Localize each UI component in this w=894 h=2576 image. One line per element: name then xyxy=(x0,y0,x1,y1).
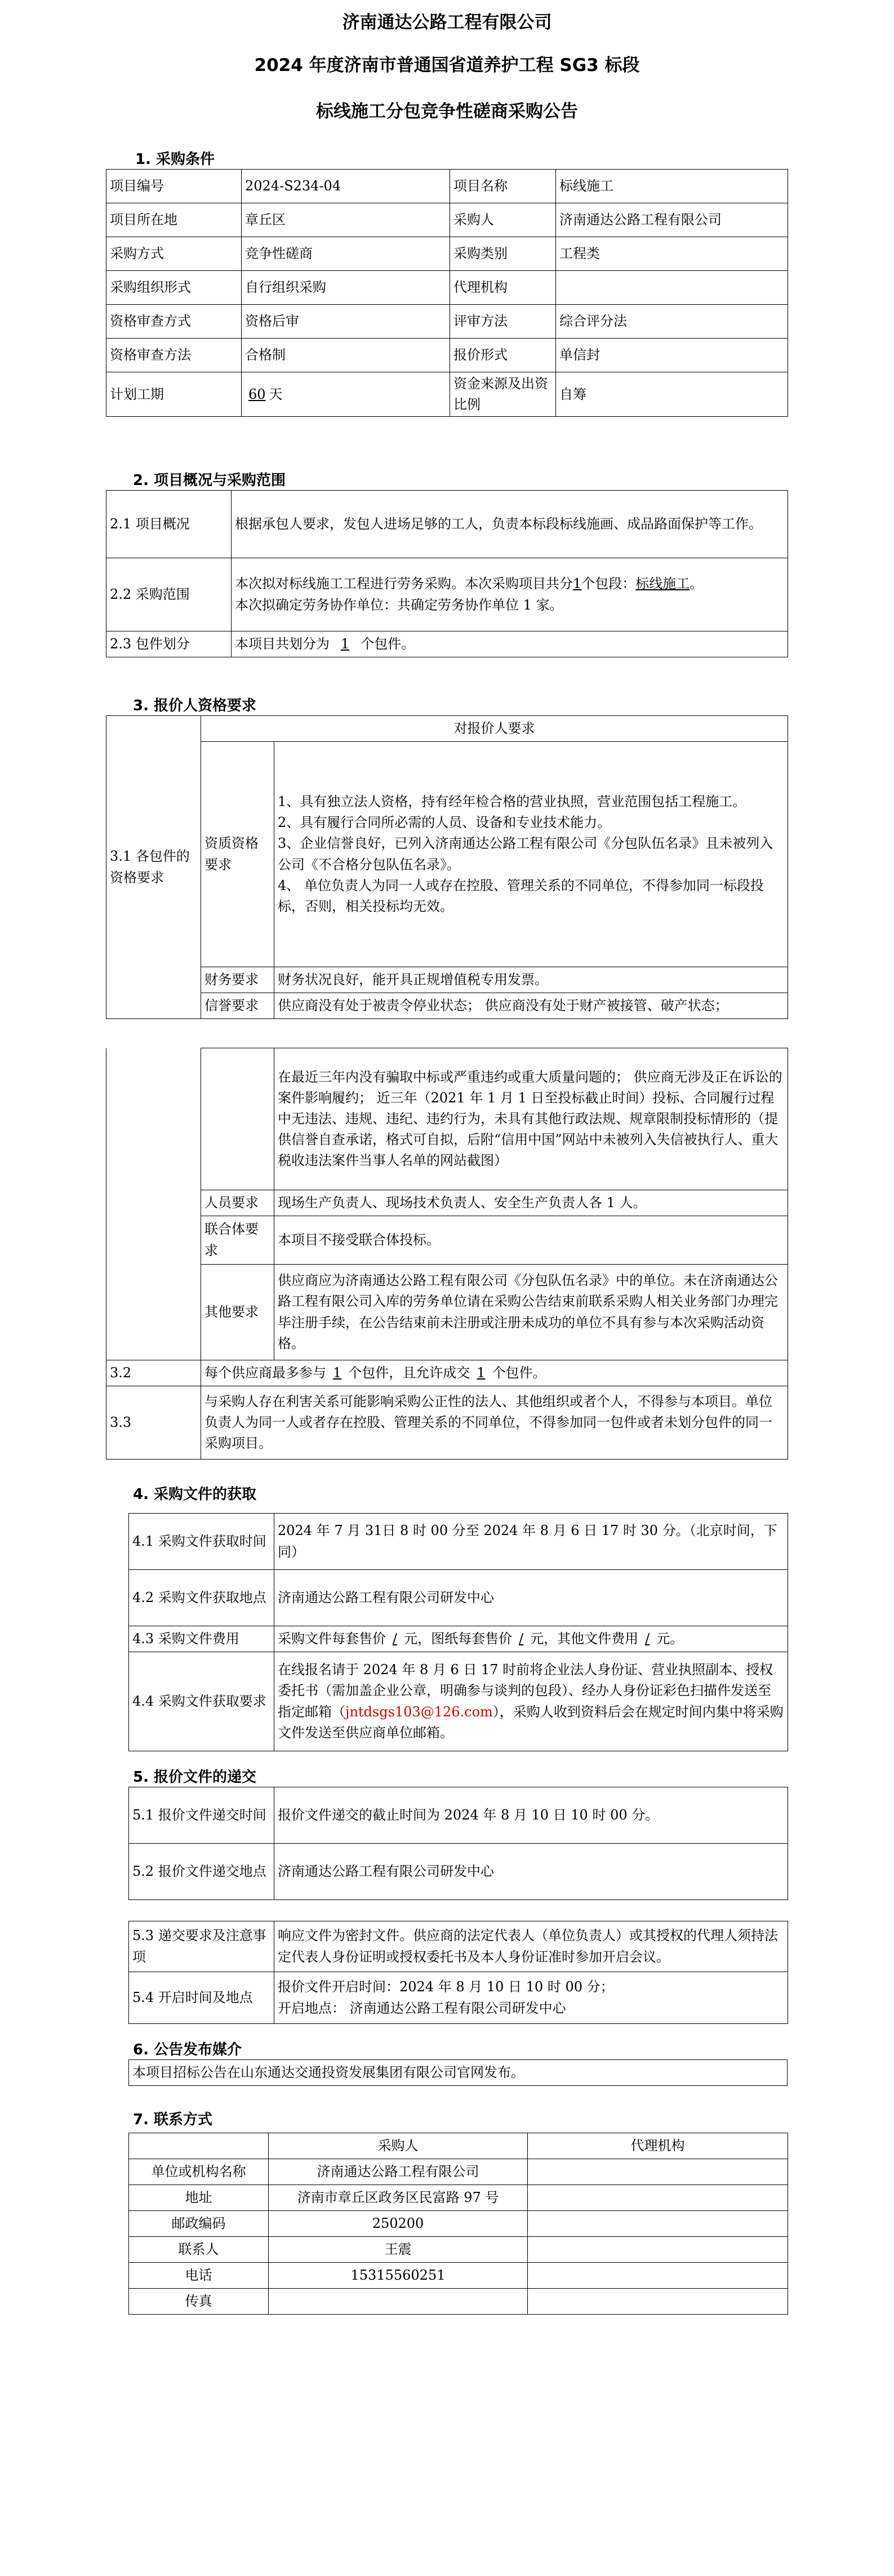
finance-value: 财务状况良好，能开具正规增值税专用发票。 xyxy=(274,967,788,993)
condition-value: 自筹 xyxy=(556,372,788,417)
contact-value: 250200 xyxy=(269,2211,528,2237)
submit-notes-label: 5.3 递交要求及注意事项 xyxy=(129,1921,274,1972)
acquire-time-label: 4.1 采购文件获取时间 xyxy=(129,1514,274,1570)
condition-label: 采购方式 xyxy=(106,237,242,271)
contact-value: 济南通达公路工程有限公司 xyxy=(269,2159,528,2185)
contact-row xyxy=(129,2159,788,2185)
condition-label: 资格审查方法 xyxy=(106,339,242,372)
condition-label: 资格审查方式 xyxy=(106,305,242,339)
email-link[interactable]: jntdsgs103@126.com xyxy=(345,1703,493,1720)
condition-value: 合格制 xyxy=(242,339,450,372)
condition-value: 工程类 xyxy=(556,237,788,271)
procurement-conditions-table xyxy=(106,169,788,417)
condition-value: 资格后审 xyxy=(242,305,450,339)
contact-value: 济南市章丘区政务区民富路 97 号 xyxy=(269,2185,528,2211)
condition-label: 评审方法 xyxy=(450,305,556,339)
package-value: 本项目共划分为 1 个包件。 xyxy=(232,631,788,657)
submit-notes-value: 响应文件为密封文件。供应商的法定代表人（单位负责人）或其授权的代理人须持法定代表人身份证明或授权委托书及本人身份证准时参加开启会议。 xyxy=(274,1921,788,1972)
contact-row xyxy=(129,2211,788,2237)
acquire-place-value: 济南通达公路工程有限公司研发中心 xyxy=(274,1570,788,1626)
staff-label: 人员要求 xyxy=(201,1190,274,1216)
qualification-table-b xyxy=(106,1048,788,1460)
acquire-requirement-label: 4.4 采购文件获取要求 xyxy=(129,1652,274,1751)
package-label: 2.3 包件划分 xyxy=(106,631,232,657)
condition-label: 项目编号 xyxy=(106,170,242,203)
document-fee-value: 采购文件每套售价 / 元，图纸每套售价 / 元，其他文件费用 / 元。 xyxy=(274,1626,788,1652)
qualification-table-a xyxy=(106,715,788,1019)
condition-label: 代理机构 xyxy=(450,271,556,305)
scope-value: 本次拟对标线施工工程进行劳务采购。本次采购项目共分1个包段：标线施工。 本次拟确定劳务协作单位：共确定劳务协作单位 1 家。 xyxy=(232,558,788,631)
contact-label: 联系人 xyxy=(129,2237,269,2263)
condition-row xyxy=(106,237,788,271)
credit-value: 供应商没有处于被责令停业状态； 供应商没有处于财产被接管、破产状态； xyxy=(274,993,788,1019)
condition-value xyxy=(556,271,788,305)
condition-value: 竞争性磋商 xyxy=(242,237,450,271)
project-title: 2024 年度济南市普通国省道养护工程 SG3 标段 xyxy=(254,55,640,75)
contact-head-cell: 采购人 xyxy=(269,2133,528,2159)
condition-row xyxy=(106,271,788,305)
condition-row xyxy=(106,339,788,372)
overview-label: 2.1 项目概况 xyxy=(106,491,232,558)
other-value: 供应商应为济南通达公路工程有限公司《分包队伍名录》中的单位。未在济南通达公路工程有限公司入库的劳务单位请在采购公告结束前联系采购人相关业务部门办理完毕注册手续，在公告结束前未注册或注册未成功的单位不具有参与本次采购活动资格。 xyxy=(274,1265,788,1360)
condition-value: 章丘区 xyxy=(242,203,450,237)
contact-row xyxy=(129,2263,788,2289)
condition-value: 济南通达公路工程有限公司 xyxy=(556,203,788,237)
contact-row xyxy=(129,2185,788,2211)
contact-value xyxy=(528,2159,788,2185)
condition-row xyxy=(106,203,788,237)
submit-place-label: 5.2 报价文件递交地点 xyxy=(129,1844,274,1900)
scope-label: 2.2 采购范围 xyxy=(106,558,232,631)
contact-value xyxy=(269,2289,528,2315)
qualification-label: 资质资格要求 xyxy=(201,742,274,967)
union-value: 本项目不接受联合体投标。 xyxy=(274,1216,788,1265)
opening-value: 报价文件开启时间：2024 年 8 月 10 日 10 时 00 分； 开启地点： 济南通达公路工程有限公司研发中心 xyxy=(274,1972,788,2024)
document-title: 标线施工分包竞争性磋商采购公告 xyxy=(316,101,578,122)
section-4-heading: 4. 采购文件的获取 xyxy=(133,1486,257,1503)
condition-value: 60 天 xyxy=(242,372,450,417)
credit-label-continued xyxy=(201,1048,274,1190)
contact-value: 15315560251 xyxy=(269,2263,528,2289)
condition-row xyxy=(106,170,788,203)
other-label: 其他要求 xyxy=(201,1265,274,1360)
requirements-head: 对报价人要求 xyxy=(201,716,788,742)
company-title: 济南通达公路工程有限公司 xyxy=(342,12,552,33)
qualification-left-label: 3.1 各包件的资格要求 xyxy=(106,716,201,1019)
acquire-time-value: 2024 年 7 月 31日 8 时 00 分至 2024 年 8 月 6 日 17 时 30 分。（北京时间，下同） xyxy=(274,1514,788,1570)
section-5-heading: 5. 报价文件的递交 xyxy=(133,1769,257,1786)
acquire-place-label: 4.2 采购文件获取地点 xyxy=(129,1570,274,1626)
contact-value: 王震 xyxy=(269,2237,528,2263)
opening-label: 5.4 开启时间及地点 xyxy=(129,1972,274,2024)
submission-table-a xyxy=(128,1787,788,1900)
condition-label: 采购组织形式 xyxy=(106,271,242,305)
submit-time-value: 报价文件递交的截止时间为 2024 年 8 月 10 日 10 时 00 分。 xyxy=(274,1787,788,1844)
project-overview-table xyxy=(106,490,788,657)
submit-time-label: 5.1 报价文件递交时间 xyxy=(129,1787,274,1844)
rule-33-value: 与采购人存在利害关系可能影响采购公正性的法人、其他组织或者个人，不得参与本项目。单位负责人为同一人或者存在控股、管理关系的不同单位，不得参加同一包件或者未划分包件的同一采购项目。 xyxy=(201,1386,788,1460)
condition-label: 采购人 xyxy=(450,203,556,237)
contact-value xyxy=(528,2185,788,2211)
condition-label: 资金来源及出资比例 xyxy=(450,372,556,417)
contact-label: 地址 xyxy=(129,2185,269,2211)
section-1-heading: 1. 采购条件 xyxy=(135,151,215,168)
condition-value: 标线施工 xyxy=(556,170,788,203)
submit-place-value: 济南通达公路工程有限公司研发中心 xyxy=(274,1844,788,1900)
contact-label: 传真 xyxy=(129,2289,269,2315)
section-3-heading: 3. 报价人资格要求 xyxy=(133,697,257,714)
qualification-left-continued xyxy=(106,1048,201,1360)
condition-label: 项目所在地 xyxy=(106,203,242,237)
document-fee-label: 4.3 采购文件费用 xyxy=(129,1626,274,1652)
contact-head-row xyxy=(129,2133,788,2159)
condition-row xyxy=(106,305,788,339)
rule-32-label: 3.2 xyxy=(106,1360,201,1386)
condition-label: 项目名称 xyxy=(450,170,556,203)
contact-value xyxy=(528,2211,788,2237)
condition-row xyxy=(106,372,788,417)
staff-value: 现场生产负责人、现场技术负责人、安全生产负责人各 1 人。 xyxy=(274,1190,788,1216)
rule-33-label: 3.3 xyxy=(106,1386,201,1460)
credit-label: 信誉要求 xyxy=(201,993,274,1019)
qualification-value: 1、具有独立法人资格，持有经年检合格的营业执照，营业范围包括工程施工。 2、具有履行合同所必需的人员、设备和专业技术能力。 3、企业信誉良好，已列入济南通达公路工程有限公司《分包队伍名录》且未被列入公司《不合格分包队伍名录》。 4、 单位负责人为同一人或存在控股、管理关系的不同单位，不得参加同一标段投标，否则，相关投标均无效。 xyxy=(274,742,788,967)
publication-value: 本项目招标公告在山东通达交通投资发展集团有限公司官网发布。 xyxy=(129,2060,788,2086)
condition-value: 单信封 xyxy=(556,339,788,372)
condition-value: 综合评分法 xyxy=(556,305,788,339)
condition-label: 计划工期 xyxy=(106,372,242,417)
contact-head-cell xyxy=(129,2133,269,2159)
condition-value: 自行组织采购 xyxy=(242,271,450,305)
document-acquisition-table xyxy=(128,1513,788,1751)
rule-32-value: 每个供应商最多参与 1 个包件，且允许成交 1 个包件。 xyxy=(201,1360,788,1386)
contact-row xyxy=(129,2289,788,2315)
contact-value xyxy=(528,2289,788,2315)
condition-value: 2024-S234-04 xyxy=(242,170,450,203)
publication-table xyxy=(128,2059,788,2086)
condition-label: 采购类别 xyxy=(450,237,556,271)
submission-table-b xyxy=(128,1921,788,2024)
section-6-heading: 6. 公告发布媒介 xyxy=(133,2041,242,2058)
credit-value-continued: 在最近三年内没有骗取中标或严重违约或重大质量问题的； 供应商无涉及正在诉讼的案件影响履约； 近三年（2021 年 1 月 1 日至投标截止时间）投标、合同履行过程中无违法、违规、违纪、违约行为，未具有其他行政法规、规章限制投标情形的（提供信誉自查承诺，格式可自拟，后附“信用中国”网站中未被列入失信被执行人、重大税收违法案件当事人名单的网站截图） xyxy=(274,1048,788,1190)
contact-value xyxy=(528,2237,788,2263)
contact-label: 电话 xyxy=(129,2263,269,2289)
contact-row xyxy=(129,2237,788,2263)
acquire-requirement-value: 在线报名请于 2024 年 8 月 6 日 17 时前将企业法人身份证、营业执照副本、授权委托书（需加盖企业公章，明确参与谈判的包段）、经办人身份证彩色扫描件发送至指定邮箱（jntdsgs103@126.com），采购人收到资料后会在规定时间内集中将采购文件发送至供应商单位邮箱。 xyxy=(274,1652,788,1751)
section-2-heading: 2. 项目概况与采购范围 xyxy=(133,472,286,489)
contact-table xyxy=(128,2133,788,2315)
union-label: 联合体要求 xyxy=(201,1216,274,1265)
contact-head-cell: 代理机构 xyxy=(528,2133,788,2159)
condition-label: 报价形式 xyxy=(450,339,556,372)
section-7-heading: 7. 联系方式 xyxy=(133,2111,213,2128)
contact-label: 邮政编码 xyxy=(129,2211,269,2237)
contact-label: 单位或机构名称 xyxy=(129,2159,269,2185)
finance-label: 财务要求 xyxy=(201,967,274,993)
contact-value xyxy=(528,2263,788,2289)
overview-value: 根据承包人要求，发包人进场足够的工人，负责本标段标线施画、成品路面保护等工作。 xyxy=(232,491,788,558)
